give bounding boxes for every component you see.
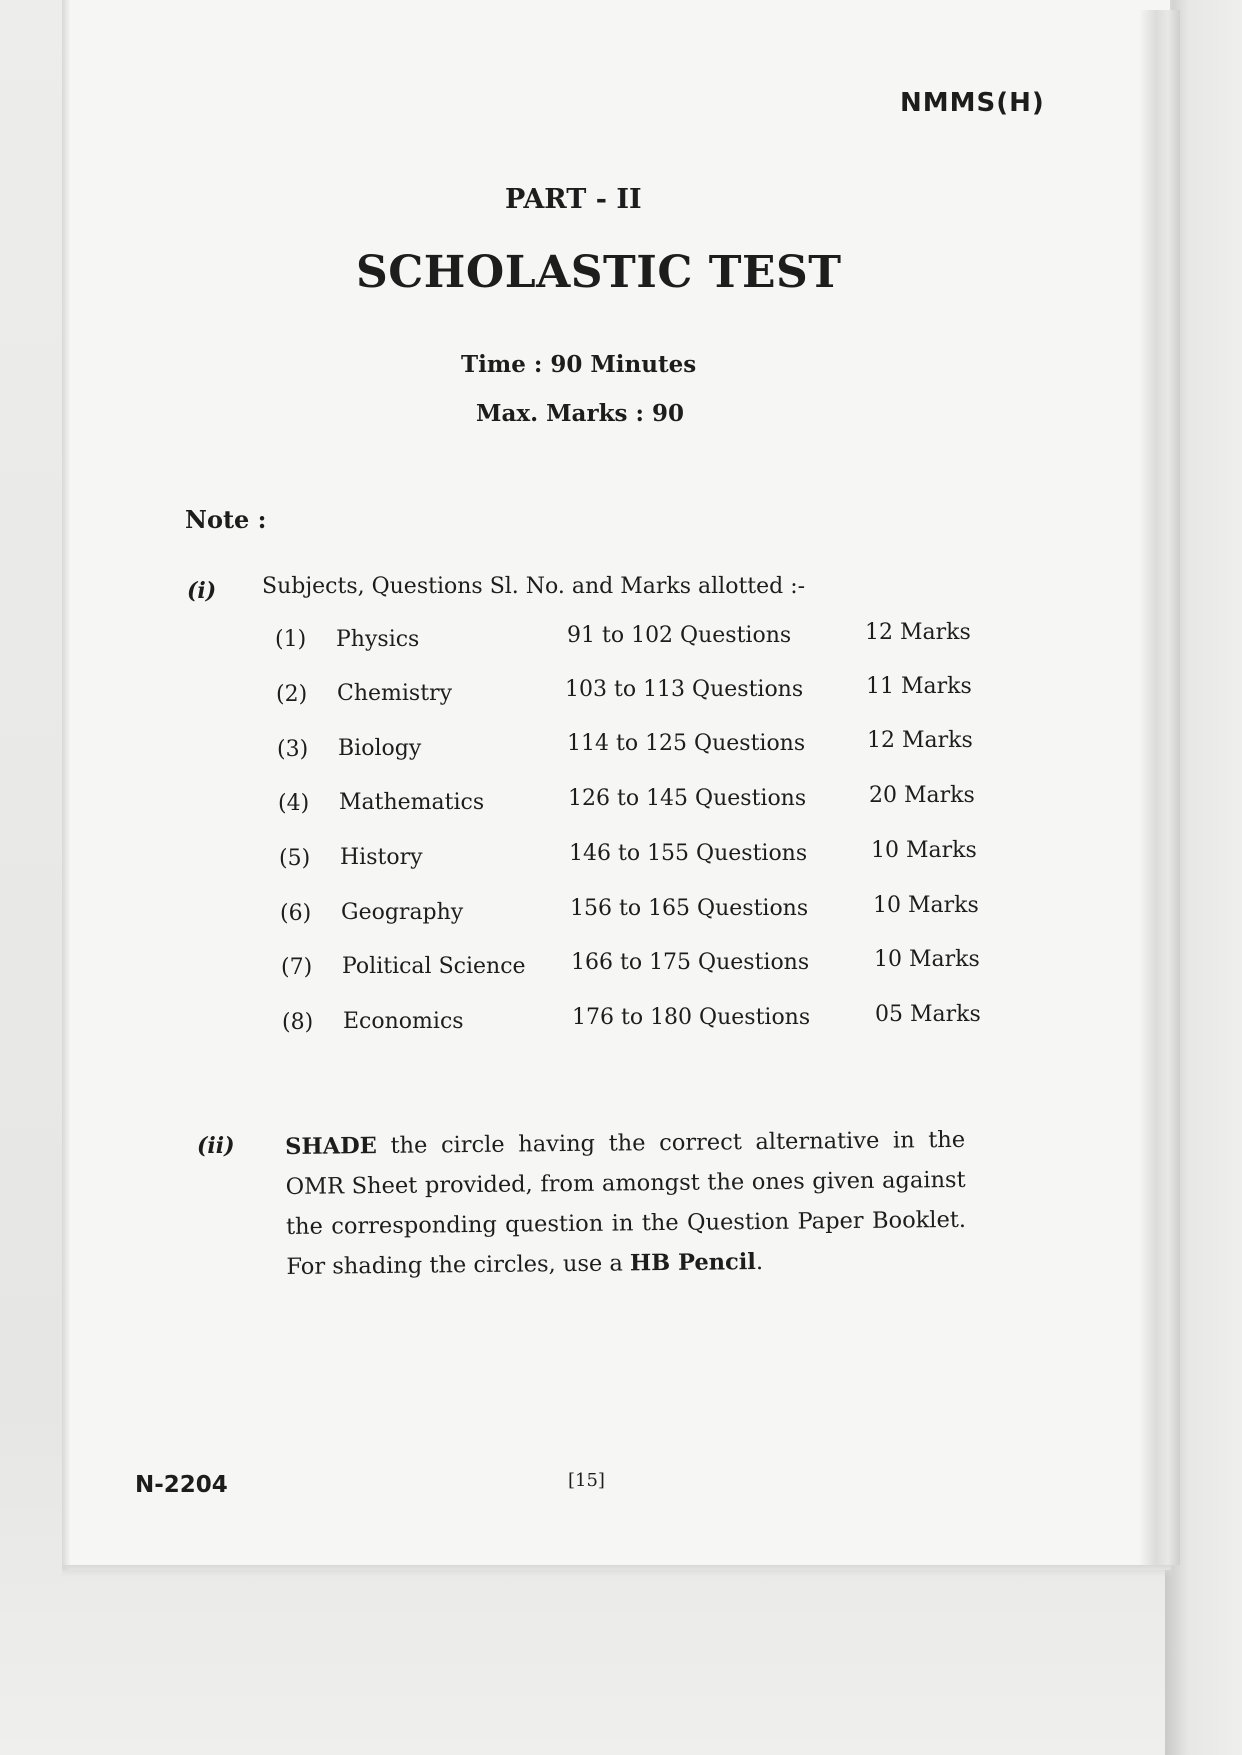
- item-ii-end: .: [755, 1249, 764, 1276]
- row-subject: Geography: [341, 900, 464, 925]
- row-questions: 176 to 180 Questions: [572, 1005, 811, 1030]
- row-subject: Economics: [343, 1009, 464, 1034]
- row-subject: Chemistry: [337, 681, 452, 706]
- row-number: (5): [279, 846, 311, 871]
- item-ii-text: the circle having the correct alternative in the OMR Sheet provided, from amongst the ones given against the corresponding question in the Question Paper Booklet. For shading the circles, use a: [285, 1126, 967, 1280]
- row-number: (1): [275, 627, 307, 652]
- row-questions: 114 to 125 Questions: [567, 731, 806, 756]
- row-number: (4): [278, 791, 310, 816]
- row-subject: Physics: [336, 627, 420, 652]
- row-marks: 20 Marks: [869, 783, 975, 808]
- page-bottom-shadow: [62, 1565, 1172, 1577]
- row-questions: 156 to 165 Questions: [570, 896, 809, 921]
- note-label: Note :: [185, 505, 267, 534]
- part-heading: PART - II: [505, 184, 642, 215]
- row-marks: 12 Marks: [865, 620, 971, 645]
- row-subject: Political Science: [342, 954, 526, 979]
- page-number: [15]: [568, 1470, 605, 1491]
- page-edge-right: [1140, 10, 1180, 1565]
- row-marks: 12 Marks: [867, 728, 973, 753]
- footer-code: N-2204: [135, 1472, 228, 1498]
- paper-code: NMMS(H): [900, 88, 1045, 118]
- row-marks: 10 Marks: [874, 947, 980, 972]
- time-allowed: Time : 90 Minutes: [461, 351, 697, 378]
- row-number: (2): [276, 682, 308, 707]
- shade-word: SHADE: [285, 1133, 377, 1160]
- page-edge-left: [62, 0, 70, 1570]
- row-questions: 166 to 175 Questions: [571, 950, 810, 975]
- item-i-number: (i): [187, 578, 217, 604]
- document-page: [62, 0, 1170, 1570]
- row-subject: Biology: [338, 736, 422, 761]
- row-number: (8): [282, 1010, 314, 1035]
- row-questions: 146 to 155 Questions: [569, 841, 808, 866]
- item-i-text: Subjects, Questions Sl. No. and Marks allotted :-: [262, 574, 806, 599]
- row-questions: 91 to 102 Questions: [567, 623, 792, 648]
- row-number: (3): [277, 737, 309, 762]
- row-number: (7): [281, 955, 313, 980]
- hb-pencil: HB Pencil: [629, 1249, 757, 1277]
- row-marks: 05 Marks: [875, 1002, 981, 1027]
- item-ii-paragraph: [285, 1120, 967, 1287]
- item-ii-number: (ii): [197, 1133, 235, 1159]
- max-marks: Max. Marks : 90: [476, 400, 684, 427]
- row-questions: 126 to 145 Questions: [568, 786, 807, 811]
- row-marks: 10 Marks: [871, 838, 977, 863]
- page-title: SCHOLASTIC TEST: [356, 247, 842, 298]
- row-subject: History: [340, 845, 423, 870]
- row-questions: 103 to 113 Questions: [565, 677, 804, 702]
- row-number: (6): [280, 901, 312, 926]
- row-marks: 10 Marks: [873, 893, 979, 918]
- row-subject: Mathematics: [339, 790, 485, 815]
- row-marks: 11 Marks: [866, 674, 972, 699]
